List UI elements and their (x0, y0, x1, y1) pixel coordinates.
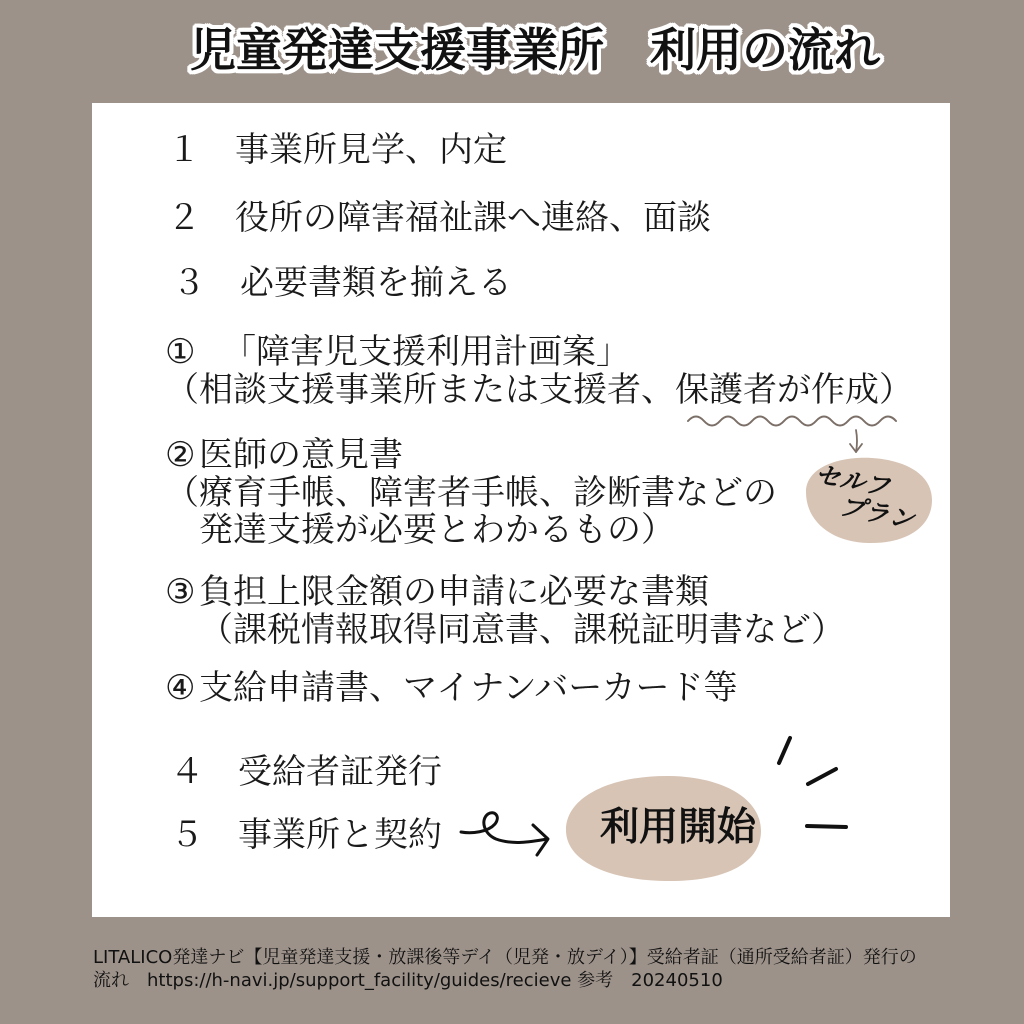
emphasis-stroke (807, 826, 846, 827)
document-3-note: （課税情報取得同意書、課税証明書など） (199, 610, 845, 650)
start-badge-label: 利用開始 (600, 805, 757, 850)
self-plan-badge-line-1: セルフ (812, 460, 892, 502)
document-3 (165, 572, 709, 612)
step-3 (172, 263, 512, 303)
document-2-note-1: （療育手帳、障害者手帳、診断書などの (165, 473, 777, 513)
step-number: ４ (170, 752, 204, 792)
curly-arrow-icon (461, 813, 548, 855)
emphasis-strokes (779, 738, 846, 827)
document-label: 負担上限金額の申請に必要な書類 (199, 572, 709, 612)
page-title: 児童発達支援事業所 利用の流れ (190, 23, 880, 77)
document-marker: ② (165, 435, 196, 475)
step-1 (167, 130, 507, 170)
document-1 (165, 332, 630, 372)
step-label: 事業所見学、内定 (235, 130, 507, 170)
document-marker: ④ (165, 668, 196, 708)
step-number: ２ (167, 198, 201, 238)
document-2 (165, 435, 403, 475)
document-label: 支給申請書、マイナンバーカード等 (199, 668, 738, 708)
document-1-note: （相談支援事業所または支援者、保護者が作成） (165, 370, 913, 410)
document-2-note-2: 発達支援が必要とわかるもの） (199, 510, 675, 550)
step-5 (170, 815, 442, 855)
document-marker: ① (165, 332, 196, 372)
step-label: 受給者証発行 (238, 752, 442, 792)
document-4 (165, 668, 738, 708)
wavy-underline (688, 417, 896, 426)
step-number: １ (167, 130, 201, 170)
document-label: 「障害児支援利用計画案」 (222, 332, 630, 372)
down-arrow-icon (850, 430, 862, 452)
self-plan-badge-line-2: プラン (836, 491, 917, 535)
step-label: 必要書類を揃える (240, 263, 512, 303)
step-label: 事業所と契約 (238, 815, 442, 855)
step-number: ５ (170, 815, 204, 855)
step-2 (167, 198, 711, 238)
step-number: ３ (172, 263, 206, 303)
footer-source-line-2: 流れ https://h-navi.jp/support_facility/guides/recieve 参考 20240510 (93, 970, 723, 991)
step-4 (170, 752, 442, 792)
emphasis-stroke (808, 769, 836, 784)
step-label: 役所の障害福祉課へ連絡、面談 (235, 198, 711, 238)
footer-source-line-1: LITALICO発達ナビ【児童発達支援・放課後等デイ（児発・放デイ）】受給者証（通所受給者証）発行の (93, 947, 917, 968)
document-label: 医師の意見書 (199, 435, 403, 475)
emphasis-stroke (779, 738, 790, 763)
document-marker: ③ (165, 572, 196, 612)
